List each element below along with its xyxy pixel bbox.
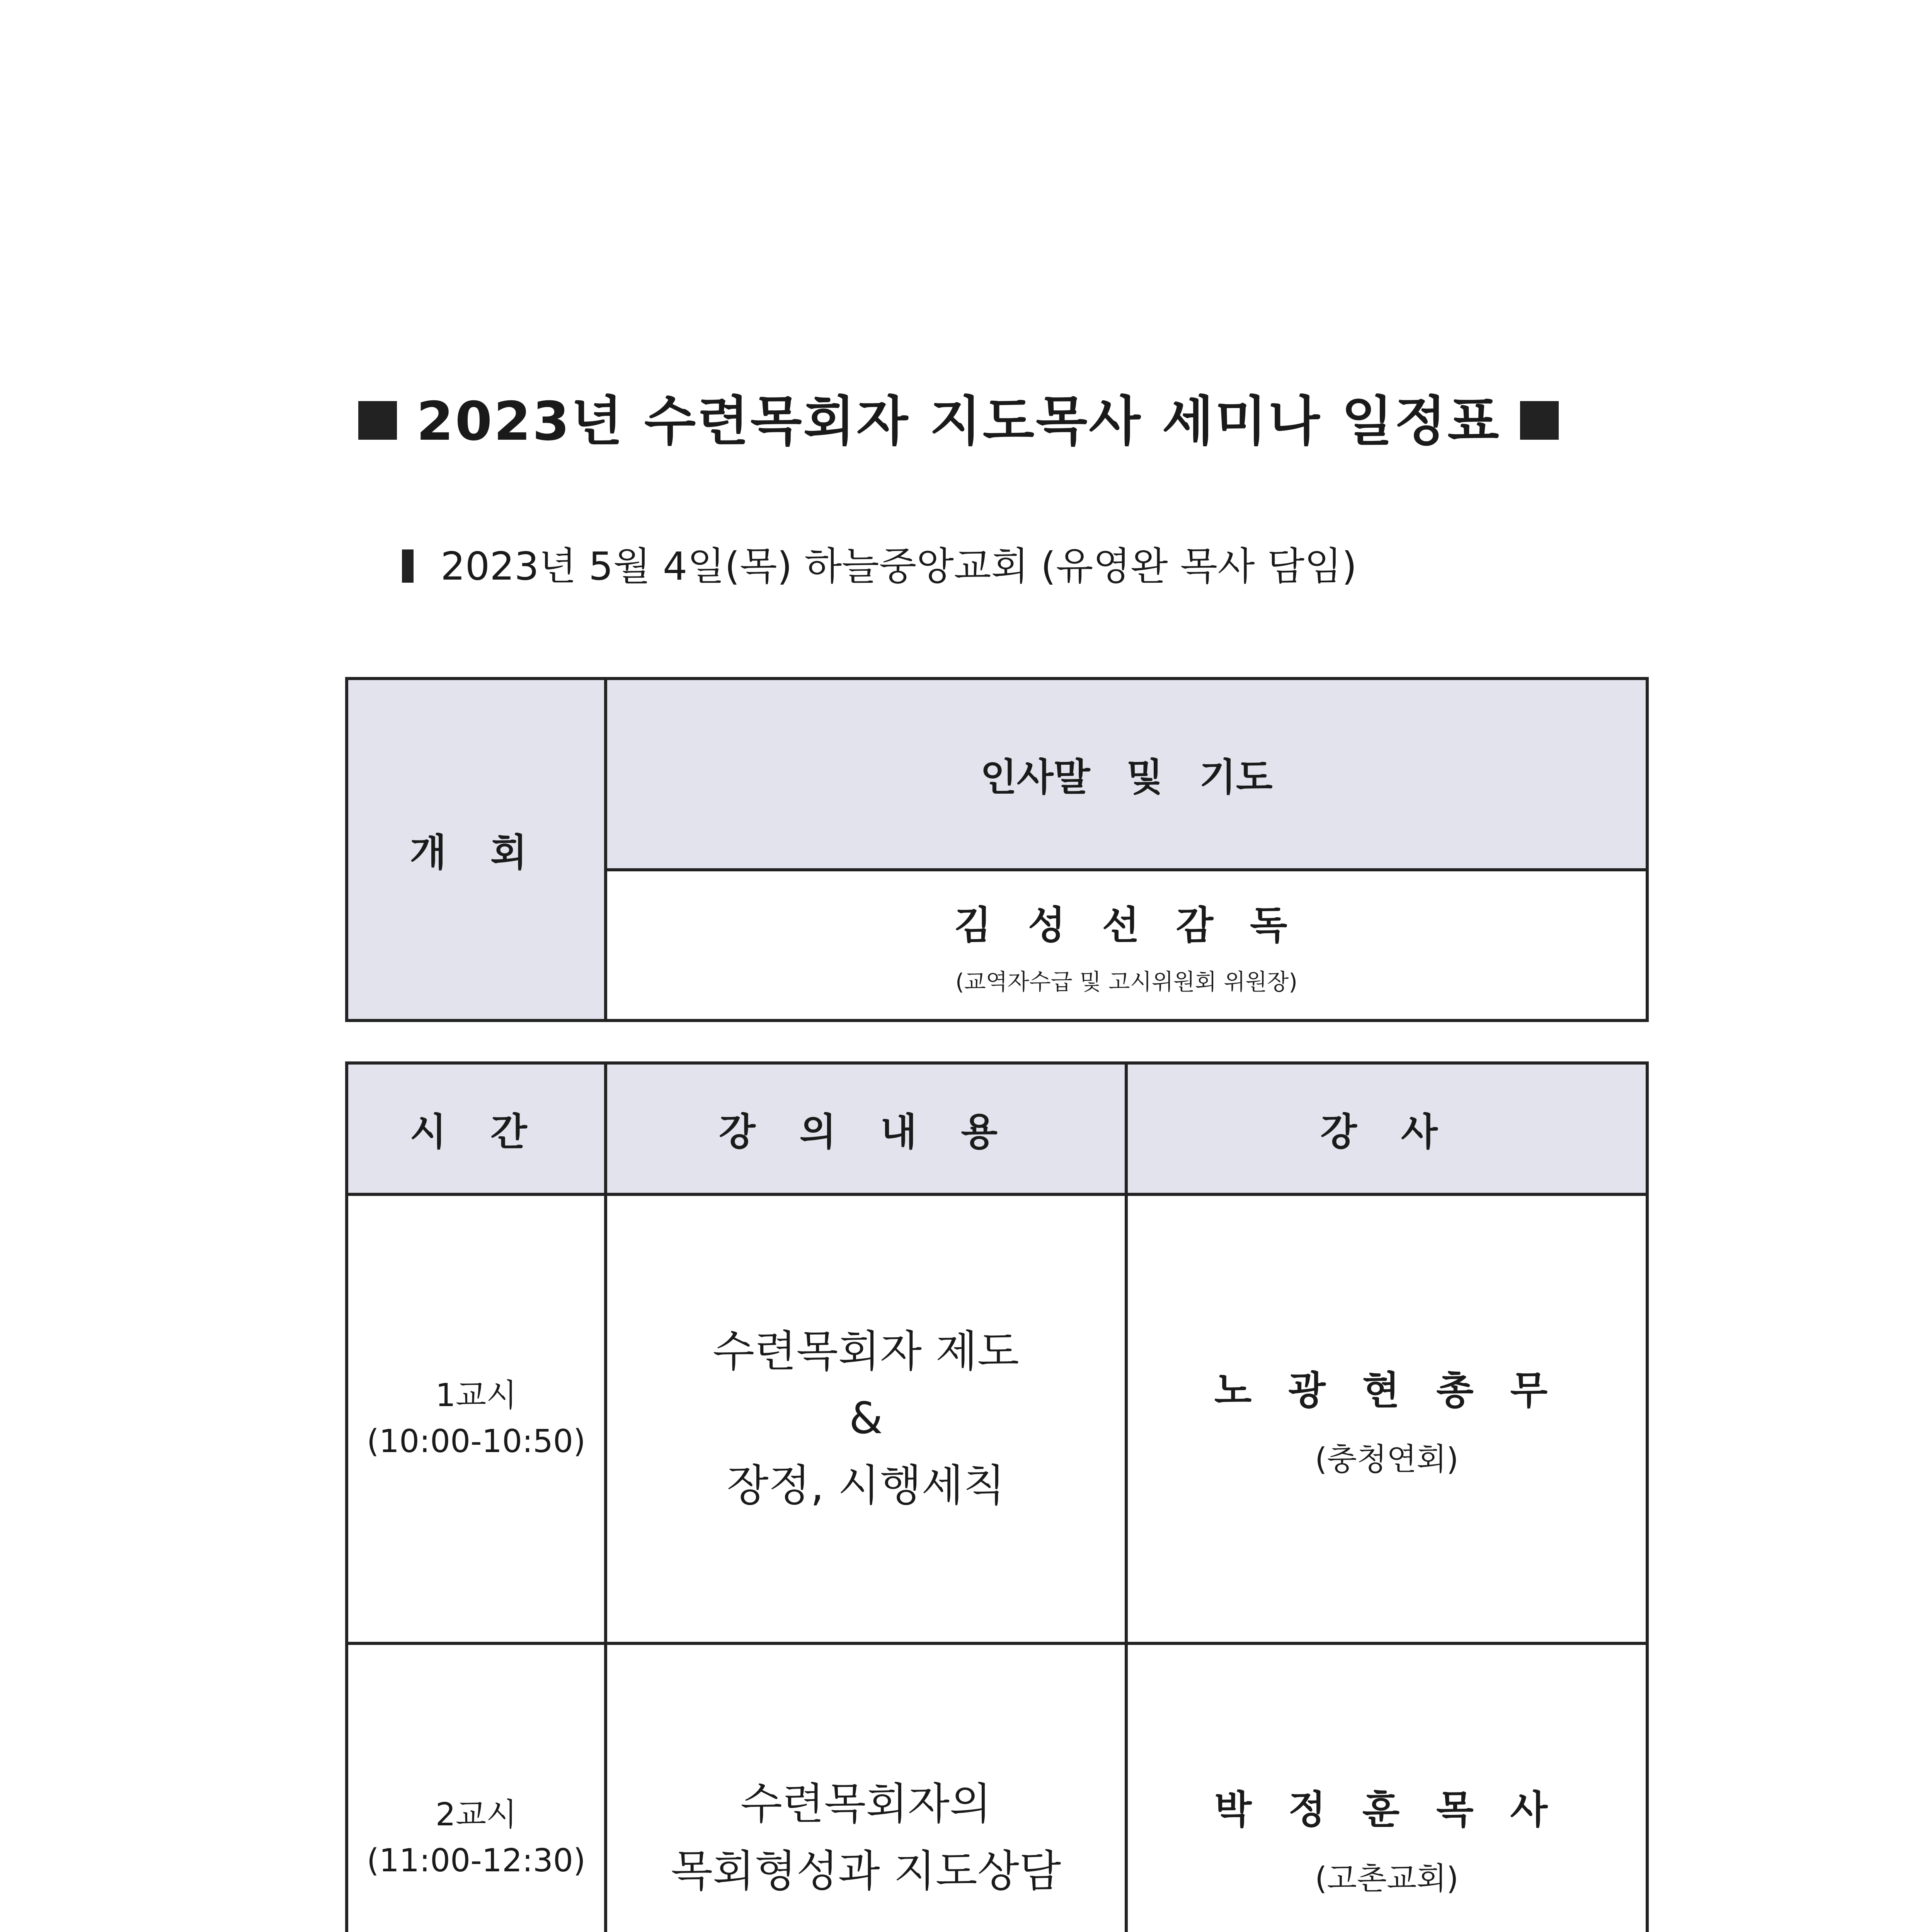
lecturer-cell — [1126, 1643, 1647, 1932]
table-row — [347, 1643, 1647, 1932]
square-bullet-icon — [1520, 401, 1559, 440]
opening-label-cell — [347, 679, 606, 1020]
lecturer-affiliation: (고촌교회) — [1315, 1860, 1459, 1896]
page-title — [0, 379, 1917, 455]
opening-speaker-affiliation: (교역자수급 및 고시위원회 위원장) — [955, 969, 1297, 995]
schedule-header-row — [347, 1063, 1647, 1194]
opening-program-cell — [606, 679, 1647, 870]
opening-program: 인사말 및 기도 — [980, 755, 1273, 799]
period-cell — [347, 1643, 606, 1932]
topic-line: 목회형성과 지도상담 — [671, 1846, 1061, 1896]
header-content: 강 의 내 용 — [606, 1063, 1126, 1194]
topic-line: 수련목회자의 — [740, 1779, 992, 1830]
header-time: 시 간 — [347, 1063, 606, 1194]
lecturer-name: 노 광 현 총 무 — [1214, 1367, 1559, 1413]
opening-speaker-cell — [606, 870, 1647, 1020]
period-cell — [347, 1194, 606, 1643]
topic-line: 수련목회자 제도 — [713, 1326, 1019, 1377]
topic-line: 장정, 시행세칙 — [727, 1460, 1005, 1511]
square-bullet-icon — [358, 401, 397, 440]
period-label: 2교시 — [435, 1796, 517, 1833]
lecturer-cell — [1126, 1194, 1647, 1643]
period-time: (10:00-10:50) — [366, 1423, 586, 1460]
schedule-table — [345, 1061, 1649, 1932]
topic-cell — [606, 1643, 1126, 1932]
period-label: 1교시 — [435, 1377, 517, 1414]
table-row — [347, 1194, 1647, 1643]
event-info-text: 2023년 5월 4일(목) 하늘중앙교회 (유영완 목사 담임) — [441, 544, 1357, 589]
header-lecturer: 강 사 — [1126, 1063, 1647, 1194]
topic-line: & — [849, 1393, 883, 1444]
opening-speaker: 김 성 선 감 독 — [954, 903, 1299, 948]
event-info — [402, 535, 1357, 591]
period-time: (11:00-12:30) — [366, 1842, 586, 1879]
bar-bullet-icon — [402, 549, 414, 583]
opening-table — [345, 677, 1649, 1022]
page-title-text: 2023년 수련목회자 지도목사 세미나 일정표 — [416, 390, 1501, 452]
topic-cell — [606, 1194, 1126, 1643]
lecturer-affiliation: (충청연회) — [1315, 1441, 1459, 1477]
opening-label: 개 회 — [410, 831, 543, 875]
lecturer-name: 박 정 훈 목 사 — [1214, 1787, 1559, 1832]
